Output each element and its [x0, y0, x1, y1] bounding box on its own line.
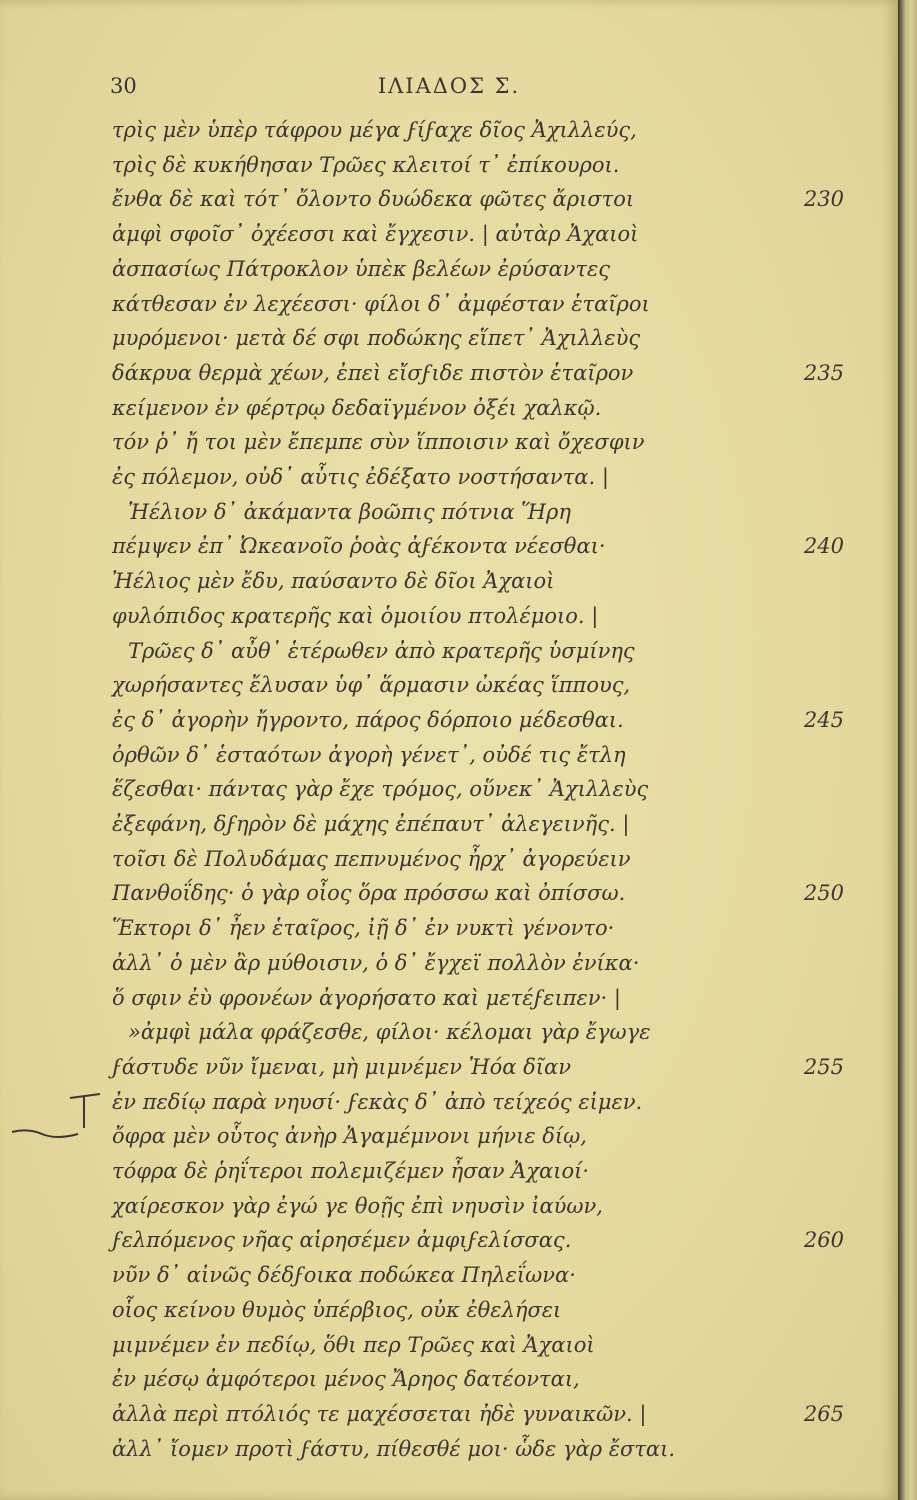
- verse-line: Τρῶες δ᾽ αὖθ᾽ ἑτέρωθεν ἀπὸ κρατερῆς ὑσμίνης: [128, 638, 635, 663]
- verse-line: τρὶς μὲν ὑπὲρ τάφρου μέγα ϝίϝαχε δῖος Ἀχιλλεύς,: [112, 118, 637, 142]
- page-edge: [898, 0, 917, 1500]
- margin-pencil-mark: [8, 1088, 108, 1148]
- verse-line: ϝάστυδε νῦν ἴμεναι, μὴ μιμνέμεν Ἠόα δῖαν: [112, 1054, 571, 1079]
- verse-line: ἐν μέσῳ ἀμφότεροι μένος Ἄρηος δατέονται,: [112, 1367, 580, 1392]
- verse-line: ϝελπόμενος νῆας αἱρησέμεν ἀμφιϝελίσσας.: [112, 1228, 572, 1253]
- running-head: ΙΛΙΑΔΟΣ Σ.: [377, 74, 521, 98]
- line-number: 255: [803, 1054, 844, 1079]
- verse-line: ὄφρα μὲν οὗτος ἀνὴρ Ἀγαμέμνονι μήνιε δίῳ,: [112, 1124, 587, 1149]
- verse-line: δάκρυα θερμὰ χέων, ἐπεὶ εἴσϝιδε πιστὸν ἑταῖρον: [112, 360, 634, 385]
- verse-line: ἀσπασίως Πάτροκλον ὑπὲκ βελέων ἐρύσαντες: [112, 256, 611, 281]
- verse-line: φυλόπιδος κρατερῆς καὶ ὁμοιίου πτολέμοιο. |: [112, 603, 599, 628]
- verse-line: ἔνθα δὲ καὶ τότ᾽ ὄλοντο δυώδεκα φῶτες ἄριστοι: [112, 187, 635, 212]
- verse-line: κάτθεσαν ἐν λεχέεσσι· φίλοι δ᾽ ἀμφέσταν ἑταῖροι: [112, 291, 650, 316]
- verse-line: χαίρεσκον γὰρ ἐγώ γε θοῇς ἐπὶ νηυσὶν ἰαύων,: [112, 1193, 603, 1218]
- verse-line: ἐς πόλεμον, οὐδ᾽ αὖτις ἐδέξατο νοστήσαντα. |: [112, 465, 609, 489]
- verse-line: ἀμφὶ σφοῖσ᾽ ὀχέεσσι καὶ ἔγχεσιν. | αὐτὰρ Ἀχαιοὶ: [112, 222, 639, 247]
- verse-line: ἐν πεδίῳ παρὰ νηυσί· ϝεκὰς δ᾽ ἀπὸ τείχεός εἰμεν.: [112, 1089, 643, 1114]
- verse-line: ἐς δ᾽ ἀγορὴν ἤγροντο, πάρος δόρποιο μέδεσθαι.: [112, 707, 624, 732]
- line-number: 240: [803, 534, 844, 559]
- verse-line: ἐξεφάνη, δϝηρὸν δὲ μάχης ἐπέπαυτ᾽ ἀλεγεινῆς. |: [112, 812, 630, 836]
- verse-line: ὀρθῶν δ᾽ ἑσταότων ἀγορὴ γένετ᾽, οὐδέ τις ἔτλη: [112, 742, 626, 767]
- verse-line: Ἠέλιον δ᾽ ἀκάμαντα βοῶπις πότνια Ἥρη: [128, 499, 571, 524]
- line-number: 260: [803, 1228, 844, 1253]
- verse-line: »ἀμφὶ μάλα φράζεσθε, φίλοι· κέλομαι γὰρ ἔγωγε: [128, 1020, 651, 1045]
- verse-line: ἕζεσθαι· πάντας γὰρ ἔχε τρόμος, οὕνεκ᾽ Ἀχιλλεὺς: [112, 777, 649, 802]
- verse-line: Ἠέλιος μὲν ἔδυ, παύσαντο δὲ δῖοι Ἀχαιοὶ: [112, 569, 555, 594]
- verse-line: τρὶς δὲ κυκήθησαν Τρῶες κλειτοί τ᾽ ἐπίκουροι.: [112, 152, 620, 177]
- verse-line: τόφρα δὲ ῥηΐτεροι πολεμιζέμεν ἦσαν Ἀχαιοί·: [112, 1159, 590, 1183]
- line-number: 235: [803, 360, 844, 385]
- page-number: 30: [110, 74, 137, 98]
- verse-line: ἀλλ᾽ ὁ μὲν ἂρ μύθοισιν, ὁ δ᾽ ἔγχεϊ πολλὸν ἐνίκα·: [112, 950, 640, 975]
- verse-line: χωρήσαντες ἔλυσαν ὑφ᾽ ἅρμασιν ὠκέας ἵππους,: [112, 673, 631, 698]
- verse-line: πέμψεν ἐπ᾽ Ὠκεανοῖο ῥοὰς ἀϝέκοντα νέεσθαι·: [112, 534, 606, 559]
- verse-line: Πανθοΐδης· ὁ γὰρ οἶος ὅρα πρόσσω καὶ ὀπίσσω.: [112, 881, 626, 906]
- verse-line: τοῖσι δὲ Πολυδάμας πεπνυμένος ἦρχ᾽ ἀγορεύειν: [112, 846, 631, 871]
- verse-line: ὅ σφιν ἐὺ φρονέων ἀγορήσατο καὶ μετέϝειπεν· |: [112, 985, 621, 1010]
- verse-line: τόν ῥ᾽ ἤ τοι μὲν ἔπεμπε σὺν ἵπποισιν καὶ ὄχεσφιν: [112, 430, 645, 455]
- line-number: 265: [803, 1401, 844, 1426]
- verse-line: Ἕκτορι δ᾽ ἦεν ἑταῖρος, ἰῇ δ᾽ ἐν νυκτὶ γένοντο·: [112, 916, 615, 941]
- line-number: 230: [803, 187, 844, 212]
- line-number: 245: [803, 707, 844, 732]
- verse-line: νῦν δ᾽ αἰνῶς δέδϝοικα ποδώκεα Πηλεΐωνα·: [112, 1263, 576, 1288]
- line-number: 250: [803, 881, 844, 906]
- verse-line: οἷος κείνου θυμὸς ὑπέρβιος, οὐκ ἐθελήσει: [112, 1297, 562, 1322]
- verse-line: ἀλλὰ περὶ πτόλιός τε μαχέσσεται ἠδὲ γυναικῶν. |: [112, 1401, 647, 1426]
- verse-line: μιμνέμεν ἐν πεδίῳ, ὅθι περ Τρῶες καὶ Ἀχαιοὶ: [112, 1332, 595, 1357]
- verse-line: μυρόμενοι· μετὰ δέ σφι ποδώκης εἵπετ᾽ Ἀχιλλεὺς: [112, 326, 641, 351]
- verse-line: κείμενον ἐν φέρτρῳ δεδαϊγμένον ὀξέι χαλκῷ.: [112, 395, 602, 420]
- verse-line: ἀλλ᾽ ἴομεν προτὶ ϝάστυ, πίθεσθέ μοι· ὧδε γὰρ ἔσται.: [112, 1436, 676, 1461]
